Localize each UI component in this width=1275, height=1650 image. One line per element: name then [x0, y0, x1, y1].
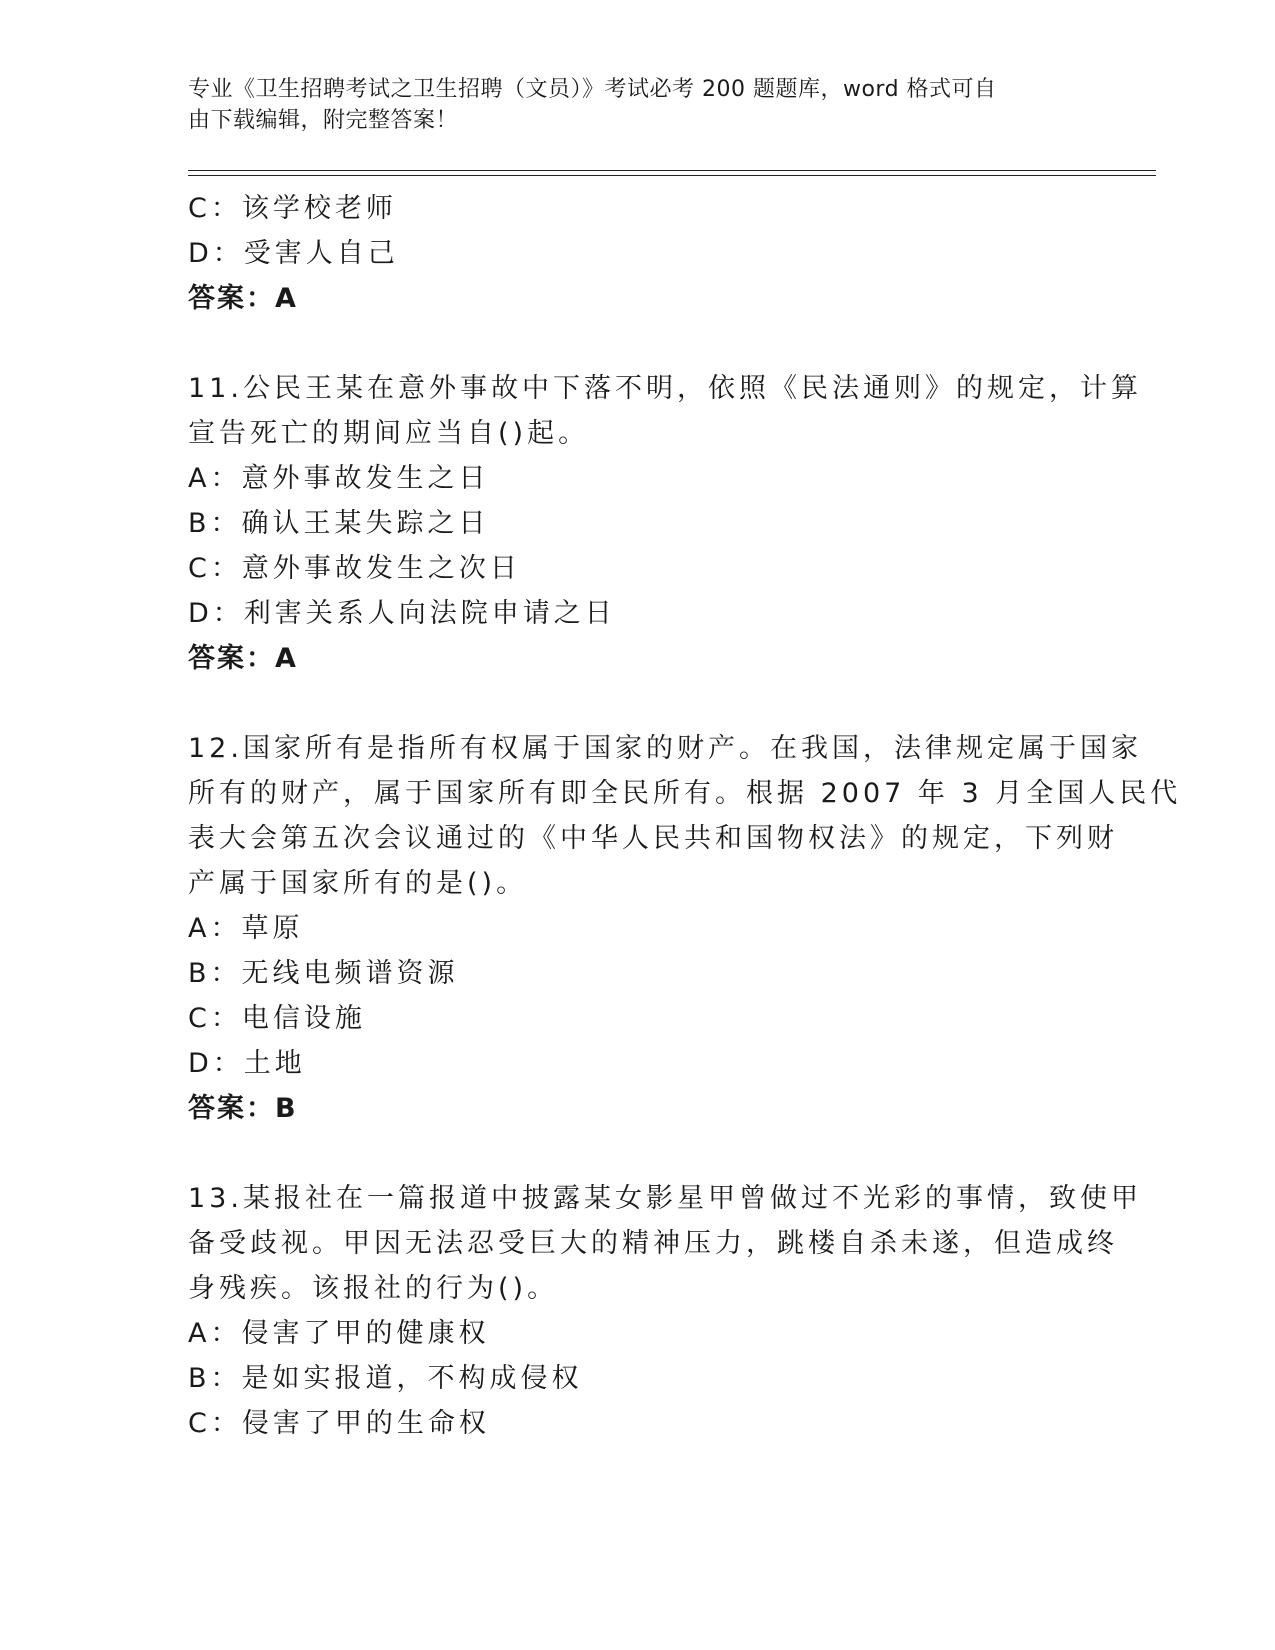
header-line-1: 专业《卫生招聘考试之卫生招聘（文员）》考试必考 200 题题库，word 格式可自 — [188, 77, 997, 102]
option-d: D：土地 — [188, 1048, 306, 1079]
answer-line: 答案：A — [188, 643, 298, 674]
question-text: 宣告死亡的期间应当自()起。 — [188, 418, 590, 449]
option-a: A：草原 — [188, 913, 304, 944]
option-c: C：该学校老师 — [188, 193, 397, 224]
option-a: A：侵害了甲的健康权 — [188, 1318, 490, 1349]
question-text: 11.公民王某在意外事故中下落不明，依照《民法通则》的规定，计算 — [188, 373, 1142, 404]
answer-line: 答案：A — [188, 283, 298, 314]
question-text: 产属于国家所有的是()。 — [188, 868, 528, 899]
option-a: A：意外事故发生之日 — [188, 463, 490, 494]
header-line-2: 由下载编辑，附完整答案！ — [188, 108, 459, 133]
option-c: C：意外事故发生之次日 — [188, 553, 521, 584]
question-list — [188, 186, 1182, 1446]
question-text: 13.某报社在一篇报道中披露某女影星甲曾做过不光彩的事情，致使甲 — [188, 1183, 1142, 1214]
option-c: C：电信设施 — [188, 1003, 366, 1034]
answer-line: 答案：B — [188, 1093, 298, 1124]
option-b: B：无线电频谱资源 — [188, 958, 459, 989]
question-text: 表大会第五次会议通过的《中华人民共和国物权法》的规定，下列财 — [188, 823, 1118, 854]
header-rule-bottom — [188, 175, 1156, 176]
question-text: 12.国家所有是指所有权属于国家的财产。在我国，法律规定属于国家 — [188, 733, 1142, 764]
header-rule-top — [188, 170, 1156, 171]
option-c: C：侵害了甲的生命权 — [188, 1408, 490, 1439]
option-b: B：是如实报道，不构成侵权 — [188, 1363, 583, 1394]
option-b: B：确认王某失踪之日 — [188, 508, 490, 539]
question-text: 备受歧视。甲因无法忍受巨大的精神压力，跳楼自杀未遂，但造成终 — [188, 1228, 1118, 1259]
question-text: 所有的财产，属于国家所有即全民所有。根据 2007 年 3 月全国人民代 — [188, 778, 1182, 809]
question-text: 身残疾。该报社的行为()。 — [188, 1273, 559, 1304]
option-d: D：利害关系人向法院申请之日 — [188, 598, 616, 629]
option-d: D：受害人自己 — [188, 238, 399, 269]
document-header — [188, 74, 1088, 136]
